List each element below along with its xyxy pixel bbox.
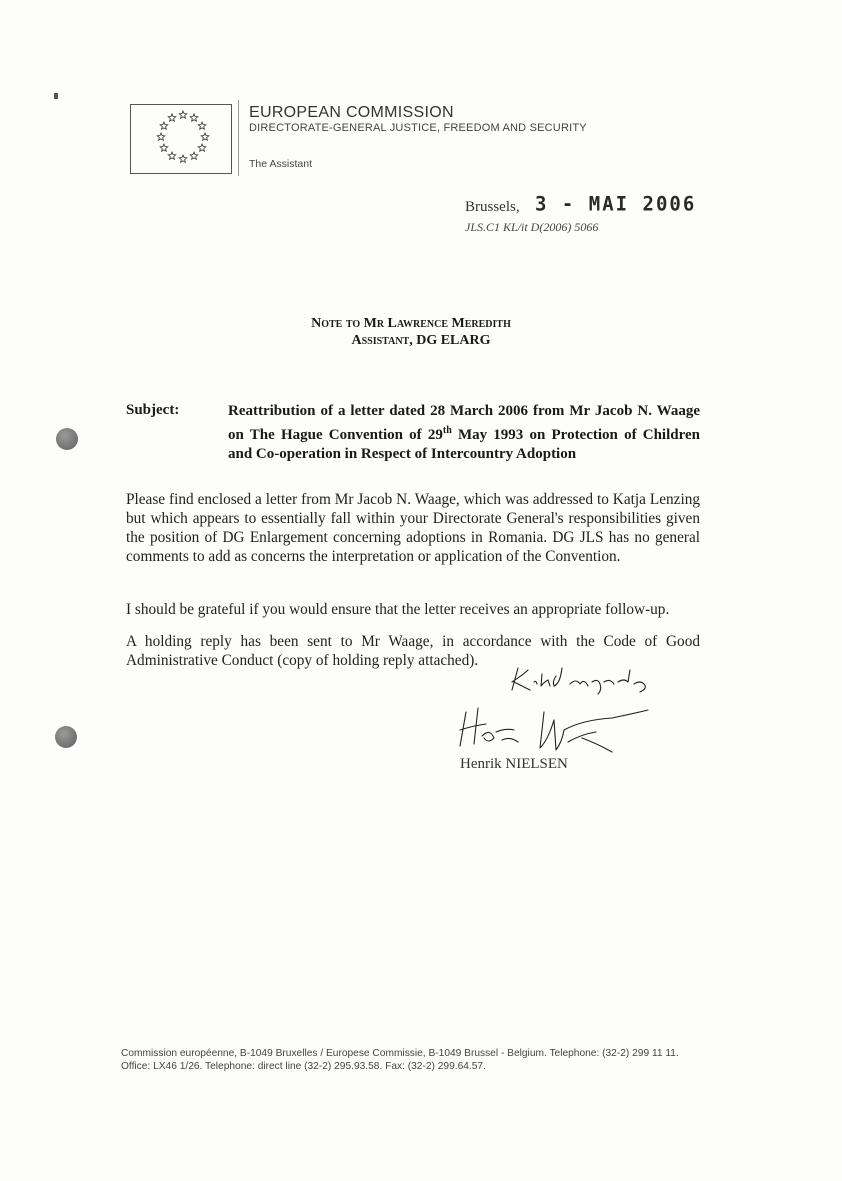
signatory-name: Henrik NIELSEN <box>460 756 568 772</box>
subject-superscript: th <box>442 425 452 436</box>
addressee-line-2: Assistant, DG ELARG <box>351 333 491 348</box>
body-paragraph-1: Please find enclosed a letter from Mr Jacob N. Waage, which was addressed to Katja Lenzing but which appears to essentially fall within your Directorate General's responsibilities given the position of DG Enlargement concerning adoptions in Romania. DG JLS has no general comments to add as concerns the interpretation or application of the Convention. <box>126 491 700 565</box>
footer-address: Commission européenne, B-1049 Bruxelles / Europese Commissie, B-1049 Brussel - Belgium. Telephone: (32-2) 299 11 11. <box>121 1048 679 1059</box>
letterhead-divider <box>238 100 239 176</box>
eu-star-icon <box>190 152 198 159</box>
body-paragraph-2: I should be grateful if you would ensure that the letter receives an appropriate follow-up. <box>126 601 670 618</box>
subject-label: Subject: <box>126 402 180 418</box>
subject-text-part-2: May 1993 on Protection of Children and Co-operation in Respect of Intercountry Adoption <box>228 427 700 462</box>
eu-star-icon <box>179 155 187 162</box>
eu-star-icon <box>168 152 176 159</box>
eu-star-icon <box>190 114 198 121</box>
eu-star-icon <box>198 144 206 151</box>
dateline-city: Brussels, <box>465 199 520 215</box>
scan-speck <box>54 93 58 99</box>
addressee-line-1 <box>0 316 842 332</box>
date-stamp: 3 - MAI 2006 <box>535 192 697 216</box>
body-paragraph-3: A holding reply has been sent to Mr Waage, in accordance with the Code of Good Administrative Conduct (copy of holding reply attached). <box>126 633 700 669</box>
eu-star-icon <box>168 114 176 121</box>
reference-number: JLS.C1 KL/it D(2006) 5066 <box>465 220 599 234</box>
punch-hole <box>56 428 78 450</box>
subject-text-part-1: Reattribution of a letter dated 28 March 2006 from Mr Jacob N. Waage on The Hague Convention of 29 <box>228 403 700 443</box>
eu-emblem-logo <box>130 104 232 174</box>
eu-star-icon <box>179 111 187 118</box>
addressee-name: Note to Mr Lawrence Meredith <box>311 316 511 331</box>
eu-stars-icon <box>131 105 231 173</box>
eu-star-icon <box>160 144 168 151</box>
eu-star-icon <box>157 133 165 140</box>
eu-star-icon <box>198 122 206 129</box>
directorate-name: DIRECTORATE-GENERAL JUSTICE, FREEDOM AND SECURITY <box>249 122 587 134</box>
office-title: The Assistant <box>249 158 313 170</box>
punch-hole <box>55 726 77 748</box>
footer-contact: Office: LX46 1/26. Telephone: direct line (32-2) 295.93.58. Fax: (32-2) 299.64.57. <box>121 1061 486 1072</box>
eu-star-icon <box>201 133 209 140</box>
eu-star-icon <box>160 122 168 129</box>
organization-name: EUROPEAN COMMISSION <box>249 104 454 121</box>
subject-text <box>228 402 700 464</box>
